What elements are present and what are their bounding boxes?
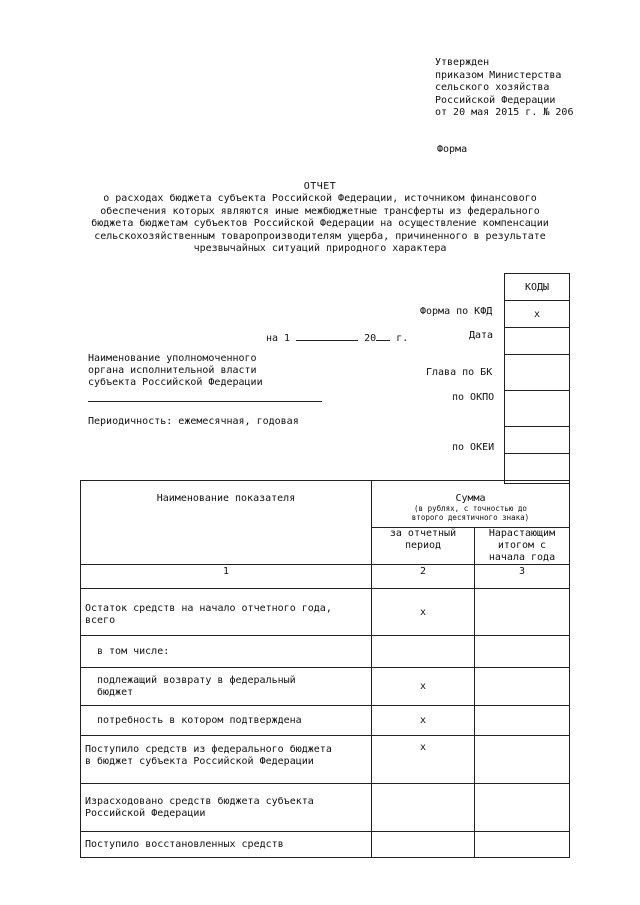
row-ytd-value[interactable]	[475, 589, 570, 636]
date-code-cell[interactable]	[505, 328, 569, 355]
col-header-period-line: за отчетный	[389, 528, 457, 539]
date-suffix: г.	[396, 333, 409, 344]
table-row	[81, 832, 570, 858]
form-label: Форма	[437, 144, 468, 155]
col-header-ytd-line: итогом с	[497, 540, 547, 551]
approval-date-line: от 20 мая 2015 г. № 206	[435, 107, 574, 119]
authority-line: органа исполнительной власти	[88, 365, 257, 376]
report-subtitle-line: о расходах бюджета субъекта Российской Федерации, источником финансового	[103, 193, 537, 205]
row-period-value: x	[372, 706, 475, 736]
row-ytd-value[interactable]	[475, 636, 570, 668]
row-name: Поступило восстановленных средств	[81, 832, 372, 858]
approval-line: сельского хозяйства	[435, 82, 550, 94]
approval-line: Утвержден	[435, 57, 490, 68]
periodicity: Периодичность: ежемесячная, годовая	[88, 416, 299, 427]
row-name: потребность в котором подтверждена	[81, 706, 372, 736]
codes-header: КОДЫ	[505, 274, 569, 301]
approval-line: Российской Федерации	[435, 94, 556, 106]
glava-bk-label: Глава по БК	[426, 367, 493, 378]
row-name	[81, 589, 372, 636]
row-name-line: в бюджет субъекта Российской Федерации	[85, 755, 314, 767]
date-line	[266, 330, 408, 344]
report-table	[80, 480, 570, 858]
col-header-period	[372, 528, 475, 565]
table-row	[81, 589, 570, 636]
column-number: 3	[475, 565, 570, 589]
col-header-sum-title: Сумма	[455, 493, 486, 504]
date-day-month-field[interactable]	[296, 330, 358, 341]
authority-line: Наименование уполномоченного	[88, 353, 257, 364]
row-period-value[interactable]	[372, 636, 475, 668]
col-header-sum	[372, 481, 570, 528]
report-title-block	[80, 181, 560, 255]
report-subtitle-line: бюджета бюджетам субъектов Российской Федерации на осуществление компенсации	[91, 218, 549, 230]
row-name-line: Поступило средств из федерального бюджета	[85, 743, 332, 755]
col-header-period-line: период	[404, 540, 442, 551]
codes-box	[504, 273, 570, 484]
row-ytd-value[interactable]	[475, 832, 570, 858]
table-row	[81, 636, 570, 668]
table-row	[81, 706, 570, 736]
row-name-line: Российской Федерации	[85, 807, 206, 819]
authority-line: субъекта Российской Федерации	[88, 377, 263, 388]
col-header-sum-note: второго десятичного знака)	[411, 513, 530, 522]
glava-bk-code-cell[interactable]	[505, 355, 569, 391]
col-header-ytd	[475, 528, 570, 565]
row-name-line: Остаток средств на начало отчетного года,	[85, 603, 332, 614]
col-header-sum-note: (в рублях, с точностью до	[414, 504, 527, 513]
okpo-label: по ОКПО	[452, 392, 495, 403]
row-name: в том числе:	[81, 636, 372, 668]
table-row	[81, 668, 570, 706]
okpo-code-cell[interactable]	[505, 391, 569, 427]
report-subtitle-line: сельскохозяйственным товаропроизводителям ущерба, причиненного в результате	[94, 230, 546, 242]
report-subtitle-line: чрезвычайных ситуаций природного характера	[193, 243, 447, 255]
date-prefix: на 1	[266, 333, 291, 344]
col-header-name: Наименование показателя	[81, 481, 372, 565]
column-number: 1	[81, 565, 372, 589]
date-year-field[interactable]	[376, 330, 390, 341]
form-kfd-code: x	[505, 301, 569, 328]
row-period-value: x	[372, 736, 475, 784]
row-period-value: x	[372, 589, 475, 636]
row-ytd-value[interactable]	[475, 736, 570, 784]
row-period-value[interactable]	[372, 784, 475, 832]
row-name	[81, 668, 372, 706]
okpo-extra-cell[interactable]	[505, 427, 569, 454]
report-subtitle-line: обеспечения которых являются иные межбюджетные трансферты из федерального	[100, 205, 540, 217]
row-ytd-value[interactable]	[475, 784, 570, 832]
row-name	[81, 784, 372, 832]
row-name-line: подлежащий возврату в федеральный	[97, 674, 296, 686]
date-year-prefix: 20	[364, 333, 377, 344]
row-name	[81, 736, 372, 784]
report-title: ОТЧЕТ	[303, 181, 337, 192]
row-ytd-value[interactable]	[475, 668, 570, 706]
column-number-row	[81, 565, 570, 589]
row-period-value[interactable]	[372, 832, 475, 858]
column-number: 2	[372, 565, 475, 589]
table-row	[81, 736, 570, 784]
authority-label	[88, 353, 263, 389]
form-kfd-label: Форма по КФД	[420, 306, 493, 317]
col-header-ytd-line: начала года	[488, 552, 556, 563]
authority-name-field[interactable]	[88, 401, 322, 402]
approval-line: приказом Министерства	[435, 69, 562, 81]
date-label: Дата	[469, 330, 494, 341]
row-name-line: Израсходовано средств бюджета субъекта	[85, 795, 314, 807]
row-name-line: всего	[85, 615, 116, 626]
col-header-ytd-line: Нарастающим	[488, 528, 556, 539]
row-period-value: x	[372, 668, 475, 706]
row-ytd-value[interactable]	[475, 706, 570, 736]
table-row	[81, 784, 570, 832]
row-name-line: бюджет	[97, 686, 134, 698]
approval-block	[435, 57, 573, 120]
okei-label: по ОКЕИ	[452, 442, 495, 453]
